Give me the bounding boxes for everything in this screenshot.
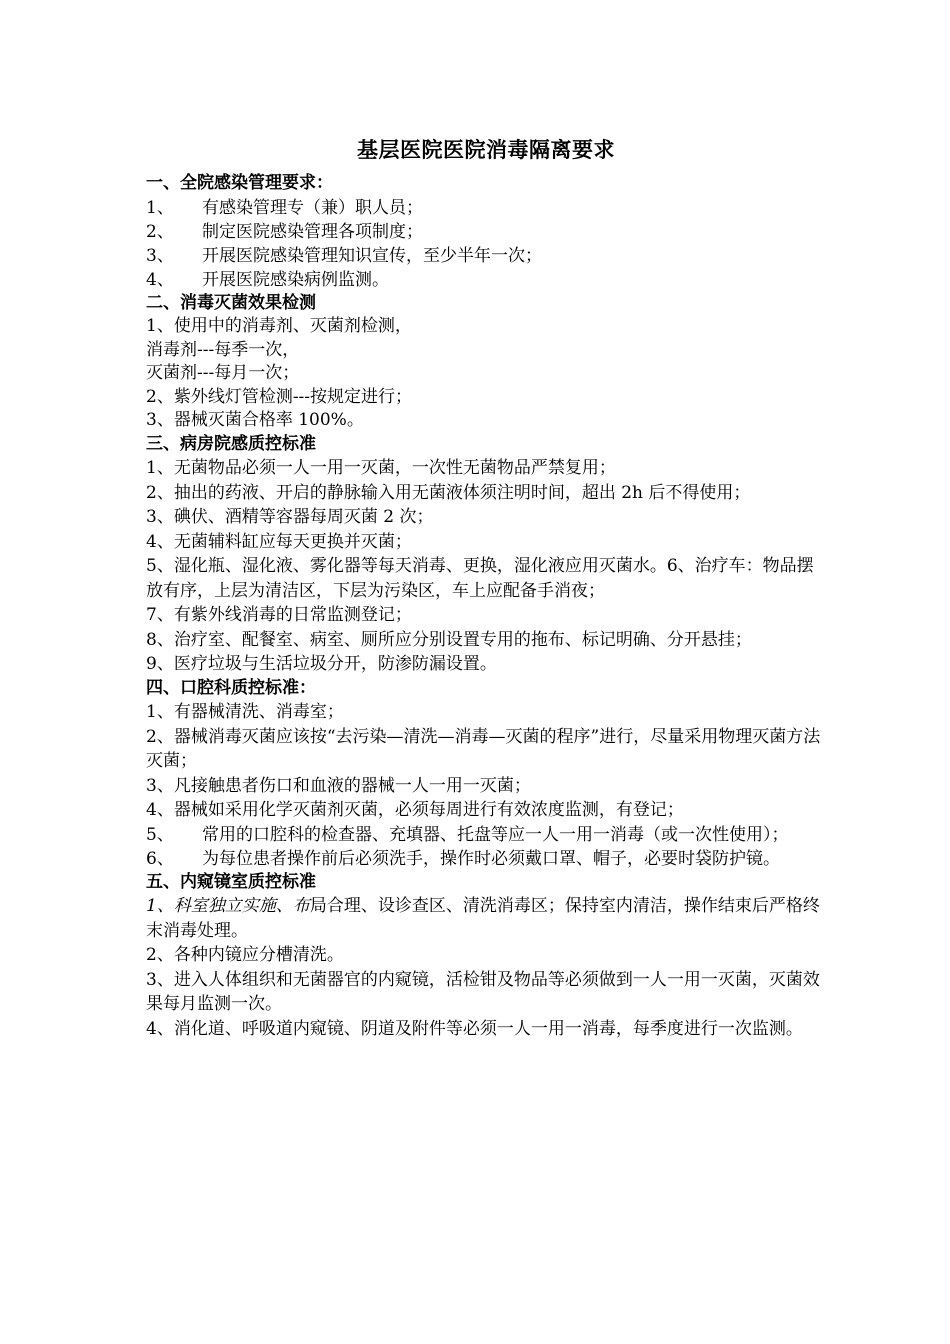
list-text: 有感染管理专（兼）职人员； xyxy=(202,197,423,218)
section-2-heading: 二、消毒灭菌效果检测 xyxy=(146,292,316,313)
text-line: 消毒剂---每季一次， xyxy=(146,339,300,360)
paragraph xyxy=(146,894,826,943)
list-item xyxy=(146,847,826,871)
section-4-heading: 四、口腔科质控标准： xyxy=(146,677,316,698)
section-5-heading: 五、内窥镜室质控标准 xyxy=(146,871,316,892)
paragraph: 4、器械如采用化学灭菌剂灭菌，必须每周进行有效浓度监测，有登记； xyxy=(146,800,684,820)
italic-text: 1、科室独立实施、布 xyxy=(146,896,310,916)
list-number: 2、 xyxy=(146,221,174,242)
list-text: 常用的口腔科的检查器、充填器、托盘等应一人一用一消毒（或一次性使用）； xyxy=(202,824,789,845)
text-line: 2、紫外线灯管检测---按规定进行； xyxy=(146,386,413,407)
list-text: 开展医院感染病例监测。 xyxy=(202,269,389,290)
list-number: 3、 xyxy=(146,245,174,266)
list-text: 制定医院感染管理各项制度； xyxy=(202,221,423,242)
list-number: 1、 xyxy=(146,197,174,218)
paragraph: 5、湿化瓶、湿化液、雾化器等每天消毒、更换，湿化液应用灭菌水。6、治疗车：物品摆放有序，上层为清洁区，下层为污染区，车上应配备手消夜； xyxy=(146,556,814,601)
list-number: 5、 xyxy=(146,824,174,845)
paragraph: 9、医疗垃圾与生活垃圾分开，防渗防漏设置。 xyxy=(146,654,497,674)
paragraph: 4、无菌辅料缸应每天更换并灭菌； xyxy=(146,531,412,552)
list-item xyxy=(146,244,826,268)
list-number: 4、 xyxy=(146,269,174,290)
paragraph: 2、器械消毒灭菌应该按“去污染—清洗—消毒—灭菌的程序”进行，尽量采用物理灭菌方法灭菌； xyxy=(146,726,821,771)
paragraph: 1、有器械清洗、消毒室； xyxy=(146,702,344,722)
paragraph: 3、碘伏、酒精等容器每周灭菌 2 次； xyxy=(146,507,434,527)
section-1-heading: 一、全院感染管理要求： xyxy=(146,173,333,193)
text-line: 1、使用中的消毒剂、灭菌剂检测， xyxy=(146,316,412,336)
paragraph: 1、无菌物品必须一人一用一灭菌，一次性无菌物品严禁复用； xyxy=(146,458,616,478)
list-item xyxy=(146,268,826,292)
list-text: 开展医院感染管理知识宣传，至少半年一次； xyxy=(202,245,542,266)
document-page xyxy=(146,136,826,1041)
paragraph-text: 局合理、设诊查区、清洗消毒区；保持室内清洁，操作结束后严格终末消毒处理。 xyxy=(146,896,820,941)
list-text: 为每位患者操作前后必须洗手，操作时必须戴口罩、帽子，必要时袋防护镜。 xyxy=(202,848,780,869)
paragraph: 7、有紫外线消毒的日常监测登记； xyxy=(146,605,412,625)
section-3-heading: 三、病房院感质控标准 xyxy=(146,433,316,454)
paragraph: 8、治疗室、配餐室、病室、厕所应分别设置专用的拖布、标记明确、分开悬挂； xyxy=(146,629,752,650)
paragraph: 4、消化道、呼吸道内窥镜、阴道及附件等必须一人一用一消毒，每季度进行一次监测。 xyxy=(146,1018,803,1039)
paragraph: 3、凡接触患者伤口和血液的器械一人一用一灭菌； xyxy=(146,775,531,796)
paragraph: 2、各种内镜应分槽清洗。 xyxy=(146,945,344,965)
list-number: 6、 xyxy=(146,848,174,869)
list-item xyxy=(146,823,826,847)
text-line: 3、器械灭菌合格率 100%。 xyxy=(146,410,364,430)
paragraph: 2、抽出的药液、开启的静脉输入用无菌液体须注明时间，超出 2h 后不得使用； xyxy=(146,482,751,503)
paragraph: 3、进入人体组织和无菌器官的内窥镜，活检钳及物品等必须做到一人一用一灭菌，灭菌效果每月监测一次。 xyxy=(146,969,820,1014)
list-item xyxy=(146,196,826,220)
list-item xyxy=(146,220,826,244)
document-title: 基层医院医院消毒隔离要求 xyxy=(357,137,615,162)
text-line: 灭菌剂---每月一次； xyxy=(146,363,300,383)
